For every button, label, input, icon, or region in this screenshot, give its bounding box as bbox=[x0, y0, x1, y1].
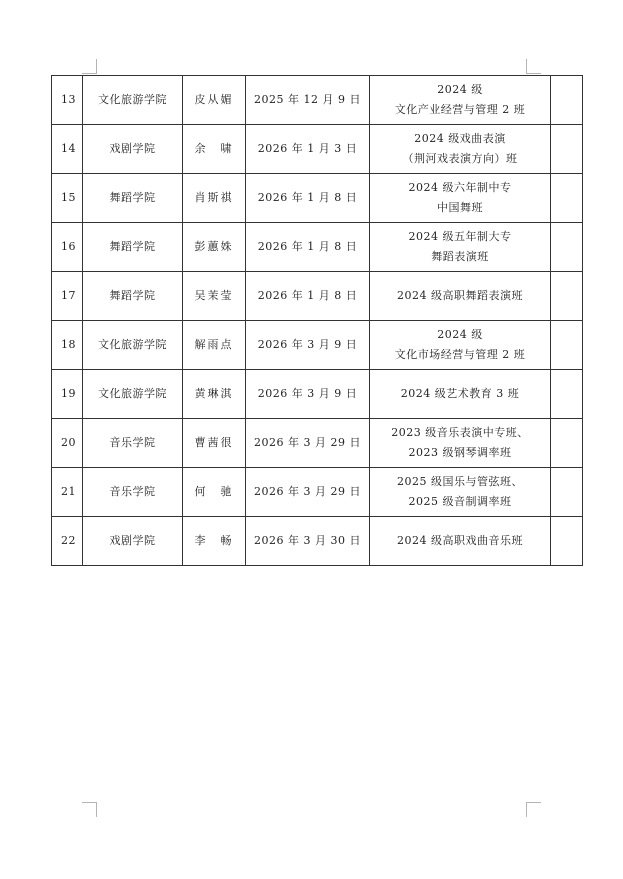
college-cell: 舞蹈学院 bbox=[83, 272, 183, 321]
row-number-cell: 22 bbox=[52, 517, 83, 566]
class-line: 2024 级戏曲表演 bbox=[414, 132, 506, 145]
class-cell bbox=[370, 125, 551, 174]
class-line: 中国舞班 bbox=[437, 201, 483, 214]
student-name-cell: 肖斯祺 bbox=[183, 174, 246, 223]
class-cell bbox=[370, 419, 551, 468]
college-cell: 音乐学院 bbox=[83, 419, 183, 468]
class-cell bbox=[370, 174, 551, 223]
student-name-cell: 曹茜很 bbox=[183, 419, 246, 468]
table-row bbox=[52, 125, 583, 174]
note-cell bbox=[551, 125, 583, 174]
class-line: 2024 级五年制大专 bbox=[408, 230, 512, 243]
date-cell: 2026 年 3 月 9 日 bbox=[246, 370, 370, 419]
class-cell bbox=[370, 468, 551, 517]
student-name-cell: 李 畅 bbox=[183, 517, 246, 566]
note-cell bbox=[551, 517, 583, 566]
class-line: 2024 级高职舞蹈表演班 bbox=[397, 289, 523, 302]
roster-table-body bbox=[52, 76, 583, 566]
college-cell: 音乐学院 bbox=[83, 468, 183, 517]
student-name-cell: 余 啸 bbox=[183, 125, 246, 174]
date-cell: 2026 年 1 月 3 日 bbox=[246, 125, 370, 174]
class-line: 2024 级 bbox=[437, 83, 483, 96]
college-cell: 戏剧学院 bbox=[83, 517, 183, 566]
crop-mark-bottom-right bbox=[526, 802, 541, 817]
class-line: 2025 级音制调率班 bbox=[408, 495, 512, 508]
table-row bbox=[52, 272, 583, 321]
class-line: 文化市场经营与管理 2 班 bbox=[394, 348, 526, 361]
college-cell: 文化旅游学院 bbox=[83, 370, 183, 419]
row-number-cell: 14 bbox=[52, 125, 83, 174]
note-cell bbox=[551, 174, 583, 223]
class-line: 舞蹈表演班 bbox=[431, 250, 489, 263]
student-name-cell: 吴茉莹 bbox=[183, 272, 246, 321]
student-name-cell: 彭蕙姝 bbox=[183, 223, 246, 272]
table-row bbox=[52, 517, 583, 566]
date-cell: 2026 年 1 月 8 日 bbox=[246, 272, 370, 321]
class-cell bbox=[370, 370, 551, 419]
note-cell bbox=[551, 468, 583, 517]
class-line: （荆河戏表演方向）班 bbox=[402, 152, 518, 165]
row-number-cell: 18 bbox=[52, 321, 83, 370]
college-cell: 戏剧学院 bbox=[83, 125, 183, 174]
college-cell: 文化旅游学院 bbox=[83, 321, 183, 370]
row-number-cell: 17 bbox=[52, 272, 83, 321]
row-number-cell: 16 bbox=[52, 223, 83, 272]
class-line: 文化产业经营与管理 2 班 bbox=[394, 103, 526, 116]
date-cell: 2026 年 1 月 8 日 bbox=[246, 223, 370, 272]
date-cell: 2026 年 3 月 29 日 bbox=[246, 468, 370, 517]
note-cell bbox=[551, 272, 583, 321]
crop-mark-bottom-left bbox=[82, 802, 97, 817]
table-row bbox=[52, 76, 583, 125]
class-line: 2023 级钢琴调率班 bbox=[408, 446, 512, 459]
class-cell bbox=[370, 223, 551, 272]
student-name-cell: 何 驰 bbox=[183, 468, 246, 517]
class-line: 2024 级六年制中专 bbox=[408, 181, 512, 194]
crop-mark-top-left bbox=[82, 59, 97, 74]
row-number-cell: 19 bbox=[52, 370, 83, 419]
class-line: 2024 级高职戏曲音乐班 bbox=[397, 534, 523, 547]
note-cell bbox=[551, 76, 583, 125]
date-cell: 2025 年 12 月 9 日 bbox=[246, 76, 370, 125]
class-line: 2024 级艺术教育 3 班 bbox=[400, 387, 520, 400]
class-cell bbox=[370, 517, 551, 566]
college-cell: 文化旅游学院 bbox=[83, 76, 183, 125]
row-number-cell: 21 bbox=[52, 468, 83, 517]
student-name-cell: 黄琳淇 bbox=[183, 370, 246, 419]
class-cell bbox=[370, 272, 551, 321]
table-row bbox=[52, 321, 583, 370]
college-cell: 舞蹈学院 bbox=[83, 223, 183, 272]
row-number-cell: 13 bbox=[52, 76, 83, 125]
note-cell bbox=[551, 321, 583, 370]
class-line: 2023 级音乐表演中专班、 bbox=[391, 426, 529, 439]
note-cell bbox=[551, 370, 583, 419]
student-name-cell: 皮从媚 bbox=[183, 76, 246, 125]
table-row bbox=[52, 419, 583, 468]
row-number-cell: 20 bbox=[52, 419, 83, 468]
class-line: 2024 级 bbox=[437, 328, 483, 341]
class-cell bbox=[370, 321, 551, 370]
date-cell: 2026 年 1 月 8 日 bbox=[246, 174, 370, 223]
date-cell: 2026 年 3 月 9 日 bbox=[246, 321, 370, 370]
class-cell bbox=[370, 76, 551, 125]
table-row bbox=[52, 174, 583, 223]
table-row bbox=[52, 468, 583, 517]
crop-mark-top-right bbox=[526, 59, 541, 74]
row-number-cell: 15 bbox=[52, 174, 83, 223]
note-cell bbox=[551, 223, 583, 272]
date-cell: 2026 年 3 月 30 日 bbox=[246, 517, 370, 566]
table-row bbox=[52, 370, 583, 419]
college-cell: 舞蹈学院 bbox=[83, 174, 183, 223]
note-cell bbox=[551, 419, 583, 468]
class-line: 2025 级国乐与管弦班、 bbox=[397, 475, 523, 488]
student-name-cell: 解雨点 bbox=[183, 321, 246, 370]
date-cell: 2026 年 3 月 29 日 bbox=[246, 419, 370, 468]
table-row bbox=[52, 223, 583, 272]
roster-table bbox=[51, 75, 583, 566]
